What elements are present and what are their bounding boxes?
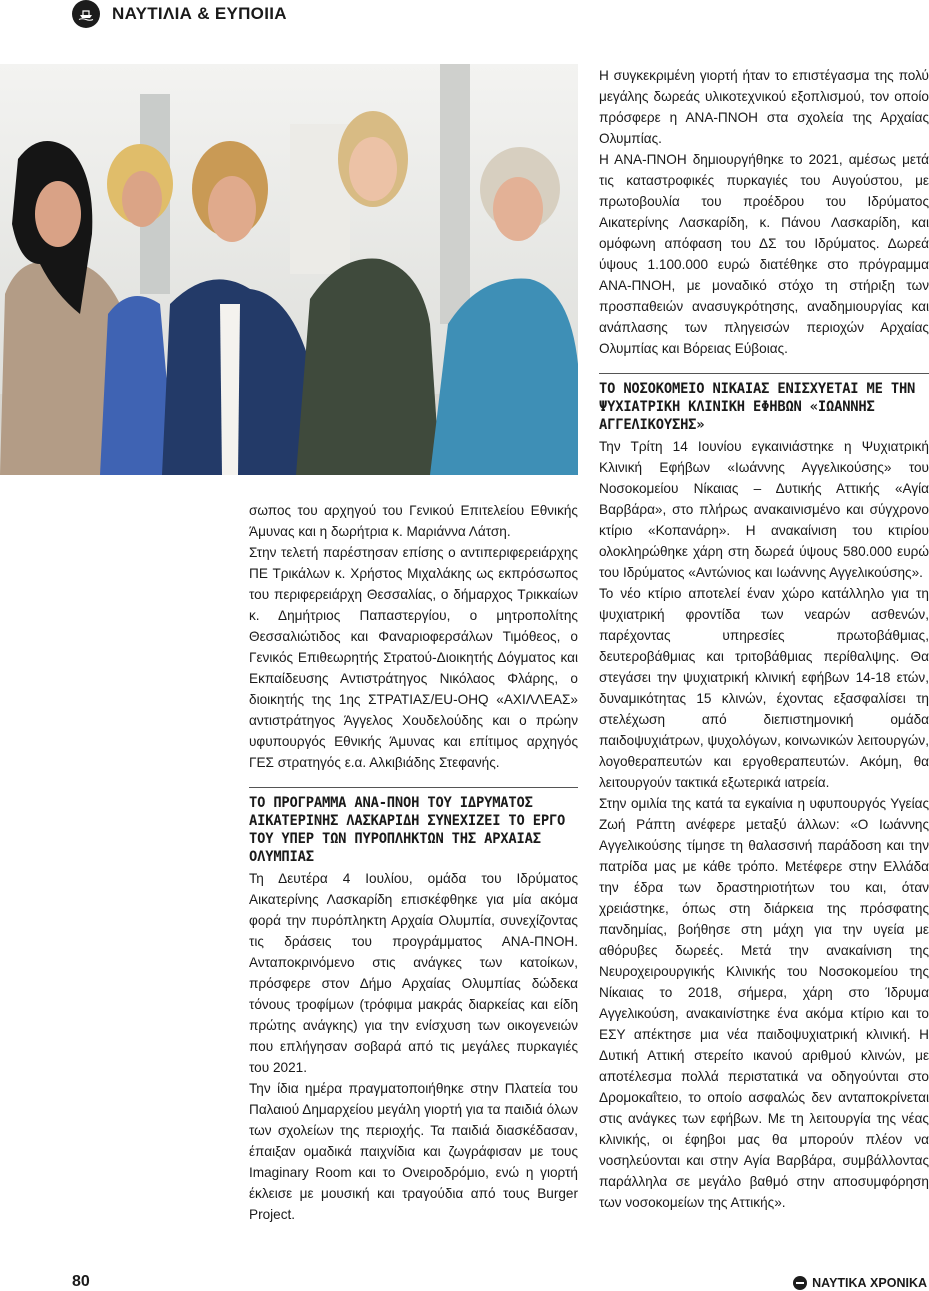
paragraph: Την Τρίτη 14 Ιουνίου εγκαινιάστηκε η Ψυχιατρική Κλινική Εφήβων «Ιωάννης Αγγελικούσης» του Νοσοκομείου Νίκαιας – Δυτικής Αττικής «Αγία Βαρβάρα», στο πλήρως ανακαινισμένο και σύγχρονο κτίριο «Κοπανάρη». Η ανακαίνιση του κτιρίου ολοκληρώθηκε χάρη στη δωρεά ύψους 580.000 ευρώ του Ιδρύματος «Αντώνιος και Ιωάννης Αγγελικούσης».	[599, 439, 929, 580]
brand-name: ΝΑΥΤΙΚΑ ΧΡΟΝΙΚΑ	[812, 1276, 927, 1290]
right-column	[599, 65, 929, 1213]
ship-icon	[72, 0, 100, 28]
section-title: ΝΑΥΤΙΛΙΑ & ΕΥΠΟΙΙΑ	[112, 4, 287, 23]
paragraph: Την ίδια ημέρα πραγματοποιήθηκε στην Πλατεία του Παλαιού Δημαρχείου μεγάλη γιορτή για τα παιδιά όλων των σχολείων της περιοχής. Τα παιδιά διασκέδασαν, έπαιξαν ομαδικά παιχνίδια και ζωγράφισαν με τους Imaginary Room και το Ονειροδρόμιο, ενώ η γιορτή έκλεισε με μουσική και τραγούδια από τους Burger Project.	[249, 1081, 578, 1222]
article-heading-ana-pnoi: ΤΟ ΠΡΟΓΡΑΜΜΑ ΑΝΑ-ΠΝΟΗ ΤΟΥ ΙΔΡΥΜΑΤΟΣ ΑΙΚΑΤΕΡΙΝΗΣ ΛΑΣΚΑΡΙΔΗ ΣΥΝΕΧΙΖΕΙ ΤΟ ΕΡΓΟ ΤΟΥ ΥΠΕΡ ΤΩΝ ΠΥΡΟΠΛΗΚΤΩΝ ΤΗΣ ΑΡΧΑΙΑΣ ΟΛΥΜΠΙΑΣ	[249, 795, 566, 865]
paragraph: Το νέο κτίριο αποτελεί έναν χώρο κατάλληλο για τη ψυχιατρική φροντίδα των νεαρών ασθενών, παρέχοντας υπηρεσίες πρωτοβάθμιας, δευτεροβάθμιας και τριτοβάθμιας περίθαλψης. Θα στεγάσει την ψυχιατρική κλινική εφήβων 14-18 ετών, δυναμικότητας 15 κλινών, έχοντας εξασφαλίσει τη στελέχωση από διεπιστημονική ομάδα παιδοψυχιάτρων, ψυχολόγων, κοινωνικών λειτουργών, λογοθεραπευτών και εργοθεραπευτών. Ακόμη, θα λειτουργούν τακτικά εξωτερικά ιατρεία.	[599, 586, 929, 790]
paragraph: Στην τελετή παρέστησαν επίσης ο αντιπεριφερειάρχης ΠΕ Τρικάλων κ. Χρήστος Μιχαλάκης ως εκπρόσωπος του περιφερειάρχη Θεσσαλίας, ο δήμαρχος Τρικκαίων κ. Δημήτριος Παπαστεργίου, ο μητροπολίτης Θεσσαλιώτιδος και Φαναριοφερσάλων Τιμόθεος, ο Γενικός Επιθεωρητής Στρατού-Διοικητής Δόγματος και Εκπαίδευσης Αντιστράτηγος Νικόλαος Φλάρης, ο διοικητής της 1ης ΣΤΡΑΤΙΑΣ/EU-OHQ «ΑΧΙΛΛΕΑΣ» αντιστράτηγος Άγγελος Χουδελούδης και ο πρώην υφυπουργός Εθνικής Άμυνας και επίτιμος αρχηγός ΓΕΣ στρατηγός ε.α. Αλκιβιάδης Στεφανής.	[249, 545, 578, 770]
divider	[599, 373, 929, 374]
paragraph: σωπος του αρχηγού του Γενικού Επιτελείου Εθνικής Άμυνας και η δωρήτρια κ. Μαριάννα Λάτση.	[249, 503, 578, 539]
left-column	[249, 500, 578, 1225]
divider	[249, 787, 578, 788]
article-heading-nikaia-hospital: ΤΟ ΝΟΣΟΚΟΜΕΙΟ ΝΙΚΑΙΑΣ ΕΝΙΣΧΥΕΤΑΙ ΜΕ ΤΗΝ ΨΥΧΙΑΤΡΙΚΗ ΚΛΙΝΙΚΗ ΕΦΗΒΩΝ «ΙΩΑΝΝΗΣ ΑΓΓΕΛΙΚΟΥΣΗΣ»	[599, 381, 916, 433]
paragraph: Τη Δευτέρα 4 Ιουλίου, ομάδα του Ιδρύματος Αικατερίνης Λασκαρίδη επισκέφθηκε για μία ακόμα φορά την πυρόπληκτη Αρχαία Ολυμπία, συνεχίζοντας τις δράσεις του προγράμματος ΑΝΑ-ΠΝΟΗ. Ανταποκρινόμενο στις ανάγκες των κατοίκων, πρόσφερε στον Δήμο Αρχαίας Ολυμπίας δώδεκα τόνους τροφίμων (τρόφιμα μακράς διαρκείας και είδη πρώτης ανάγκης) για την ενίσχυση των οικογενειών που επλήγησαν σοβαρά από τις μεγάλες πυρκαγιές του 2021.	[249, 871, 578, 1075]
page-number: 80	[72, 1273, 90, 1290]
paragraph: Η ΑΝΑ-ΠΝΟΗ δημιουργήθηκε το 2021, αμέσως μετά τις καταστροφικές πυρκαγιές του Αυγούστου, με πρωτοβουλία του προέδρου του Ιδρύματος Αικατερίνης Λασκαρίδη, κ. Πάνου Λασκαρίδη, και ομόφωνη απόφαση του ΔΣ του Ιδρύματος. Δωρεά ύψους 1.100.000 ευρώ διατέθηκε στο πρόγραμμα ΑΝΑ-ΠΝΟΗ, με μοναδικό στόχο τη στήριξη των προσπαθειών ανασυγκρότησης, αναδημιουργίας και ανάπλασης των πληγεισών περιοχών Αρχαίας Ολυμπίας και Βόρειας Εύβοιας.	[599, 152, 929, 356]
paragraph: Η συγκεκριμένη γιορτή ήταν το επιστέγασμα της πολύ μεγάλης δωρεάς υλικοτεχνικού εξοπλισμού, τον οποίο πρόσφερε η ΑΝΑ-ΠΝΟΗ στα σχολεία της Αρχαίας Ολυμπίας.	[599, 68, 929, 146]
group-photo	[0, 64, 578, 475]
brand-logo-icon	[793, 1276, 807, 1290]
paragraph: Στην ομιλία της κατά τα εγκαίνια η υφυπουργός Υγείας Ζωή Ράπτη ανέφερε μεταξύ άλλων: «Ο Ιωάννης Αγγελικούσης τίμησε τη θαλασσινή παράδοση και την πατρίδα μας με κάθε τρόπο. Μετέφερε στην Ελλάδα την έδρα των δραστηριοτήτων του και, όταν χρειάστηκε, όπως στη διάρκεια της πρόσφατης πανδημίας, βοήθησε στη μάχη για την υγεία με αθόρυβες δωρεές. Μετά την ανακαίνιση της Νευροχειρουργικής Κλινικής του Νοσοκομείου της Νίκαιας το 2018, σήμερα, χάρη στο Ίδρυμα Αγγελικούση, ανακαινίστηκε ένα ακόμα κτίριο και το ΕΣΥ απέκτησε μια νέα παιδοψυχιατρική κλινική. Η Δυτική Αττική στερείτο ικανού αριθμού κλινών, με αποτέλεσμα πολλά περιστατικά να οδηγούνται στο Δρομοκαΐτειο, το οποίο ασφαλώς δεν ανταποκρίνεται στις ανάγκες των εφήβων. Με τη λειτουργία της νέας κλινικής, οι έφηβοι μας θα μπορούν πλέον να νοσηλεύονται και στην Αγία Βαρβάρα, συμβάλλοντας παράλληλα σε μεγάλο βαθμό στην αποσυμφόρηση των νοσοκομείων της Αττικής».	[599, 796, 929, 1210]
footer-brand	[793, 1276, 927, 1290]
